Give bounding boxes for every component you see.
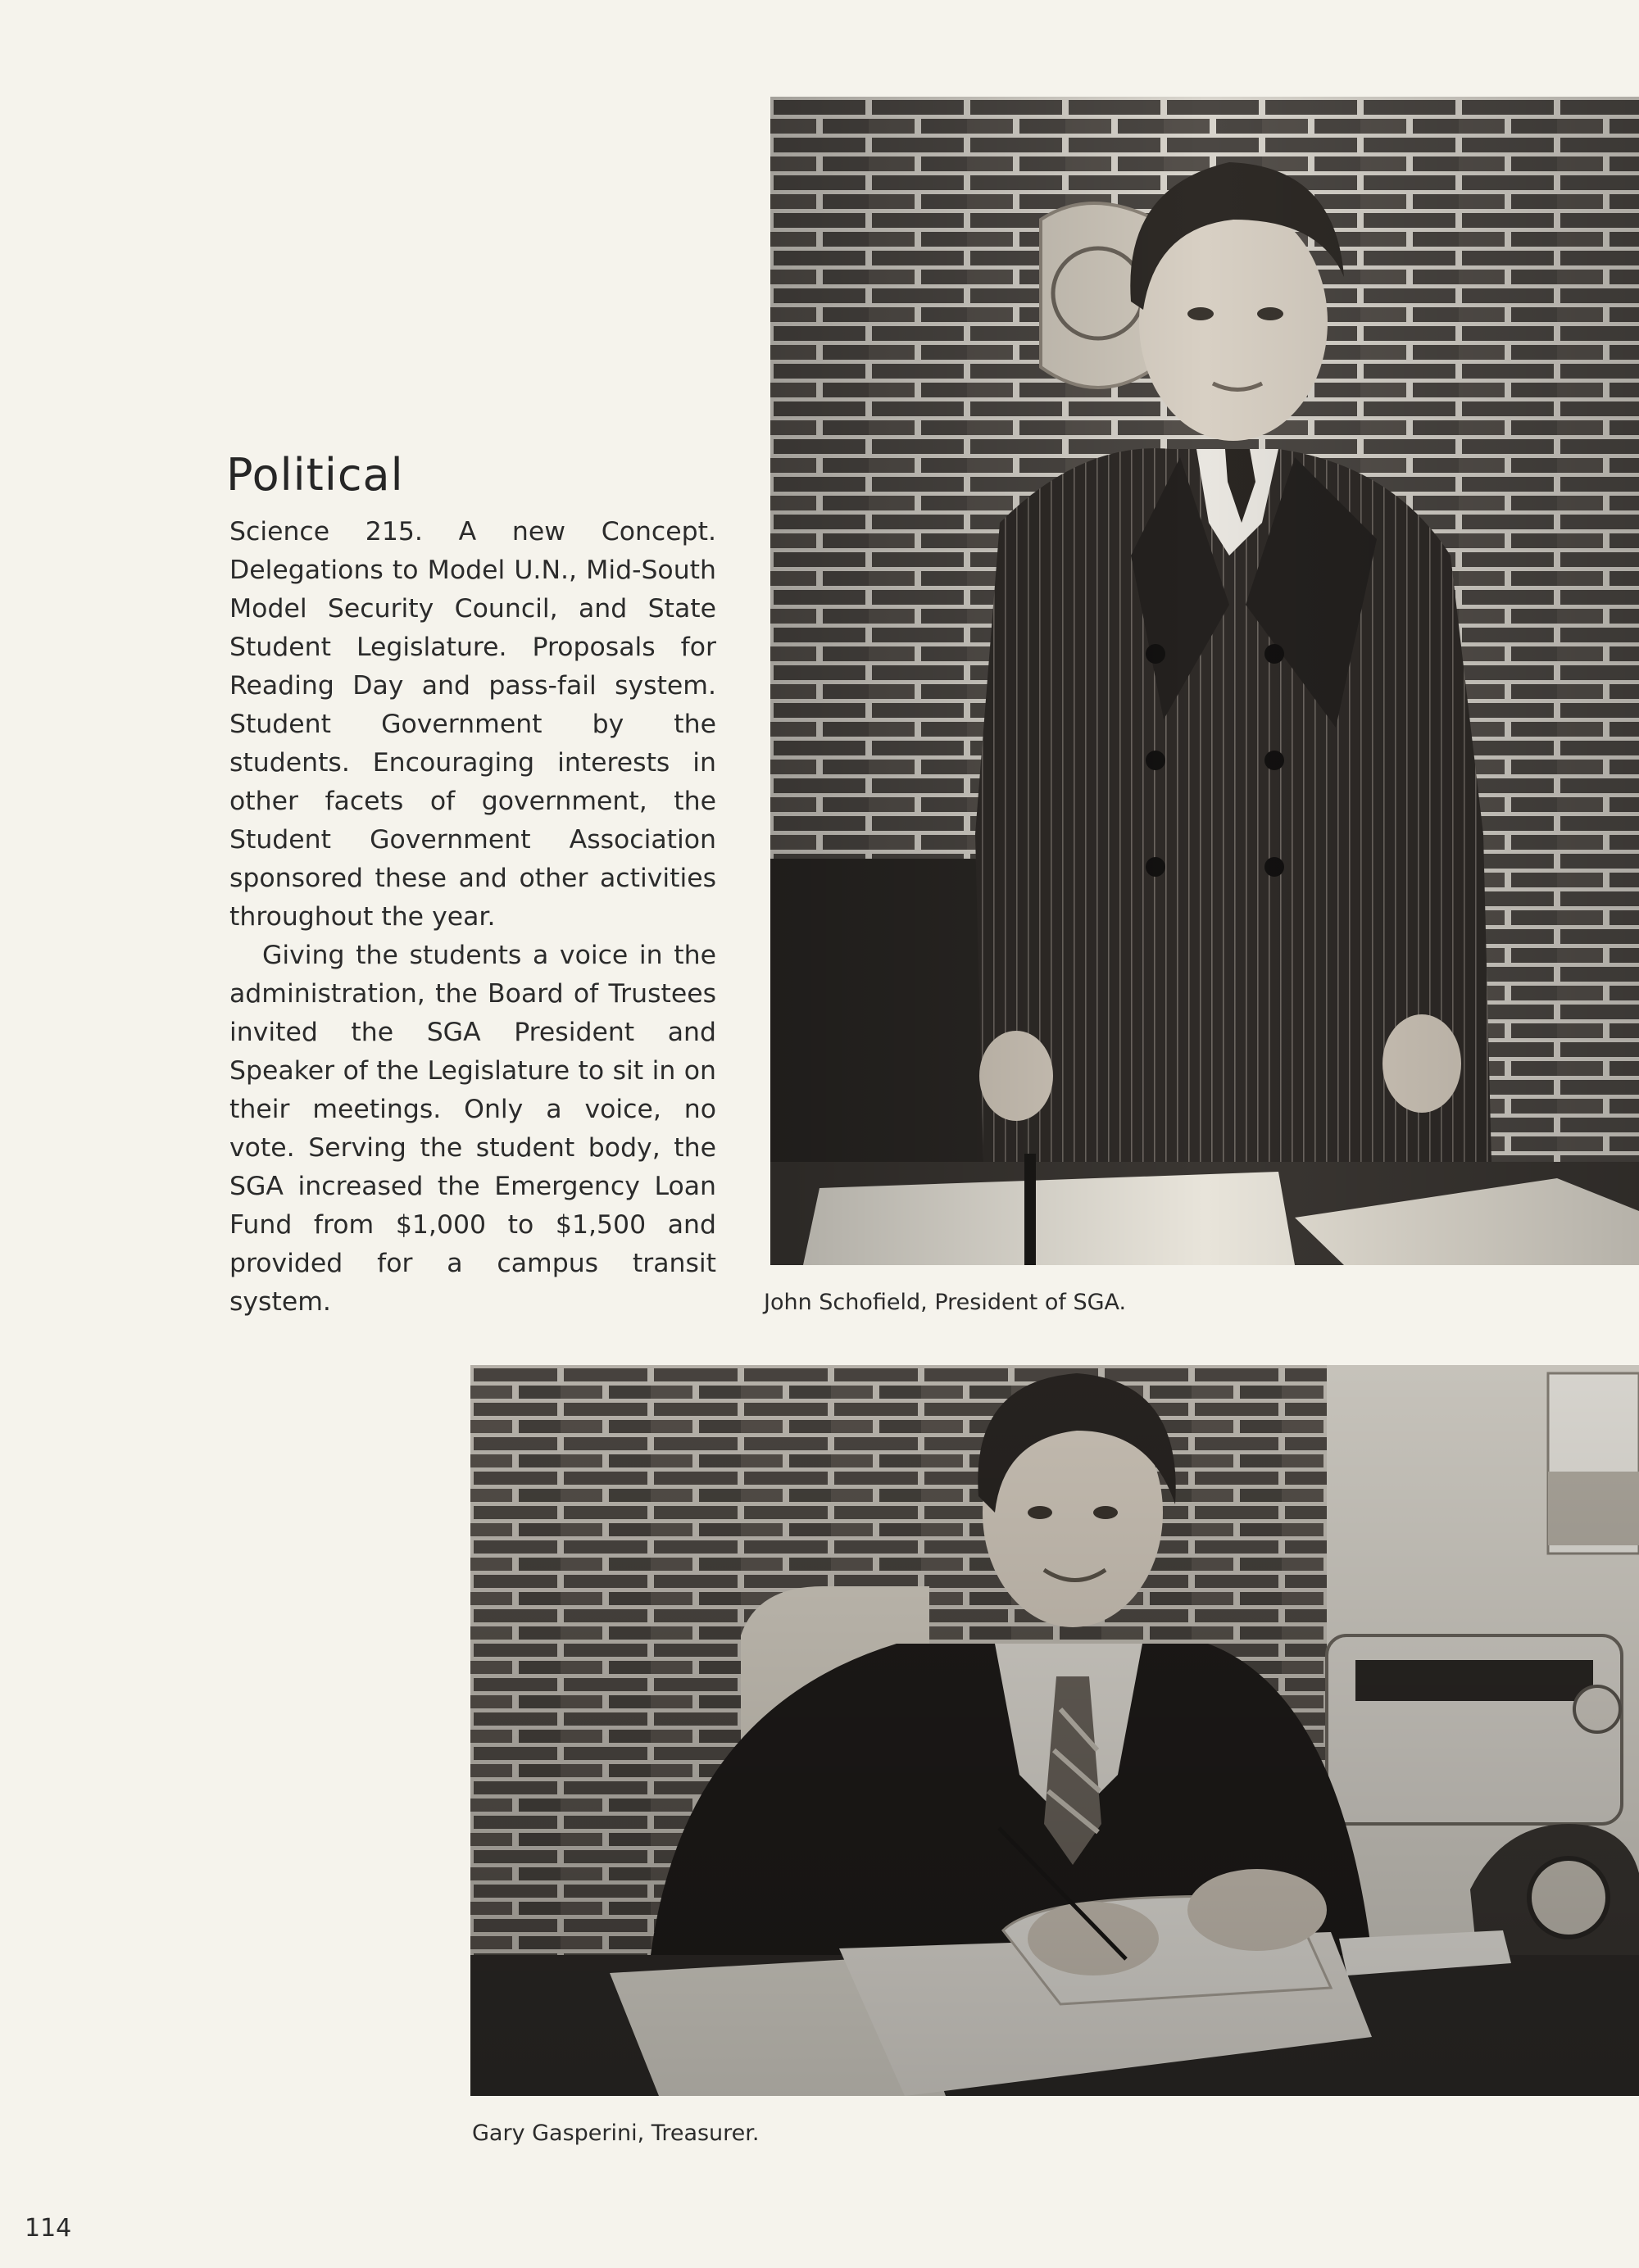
president-photo: [770, 97, 1639, 1265]
article-body: [229, 513, 716, 1322]
treasurer-photo-caption: Gary Gasperini, Treasurer.: [472, 2121, 760, 2146]
section-heading: Political: [226, 449, 404, 501]
president-photo-caption: John Schofield, President of SGA.: [764, 1290, 1127, 1315]
treasurer-photo: [470, 1365, 1639, 2096]
article-paragraph: Science 215. A new Concept. Delegations to Model U.N., Mid-South Model Security Council, and State Student Legislature. Proposals for Reading Day and pass-fail system. Student Government by the students. Encouraging interests in other facets of government, the Student Government Association sponsored these and other activities throughout the year.: [229, 517, 716, 932]
article-paragraph: Giving the students a voice in the administration, the Board of Trustees invited the SGA President and Speaker of the Legislature to sit in on their meetings. Only a voice, no vote. Serving the student body, the SGA increased the Emergency Loan Fund from $1,000 to $1,500 and provided for a campus transit system.: [229, 941, 716, 1317]
page-number: 114: [25, 2214, 72, 2243]
